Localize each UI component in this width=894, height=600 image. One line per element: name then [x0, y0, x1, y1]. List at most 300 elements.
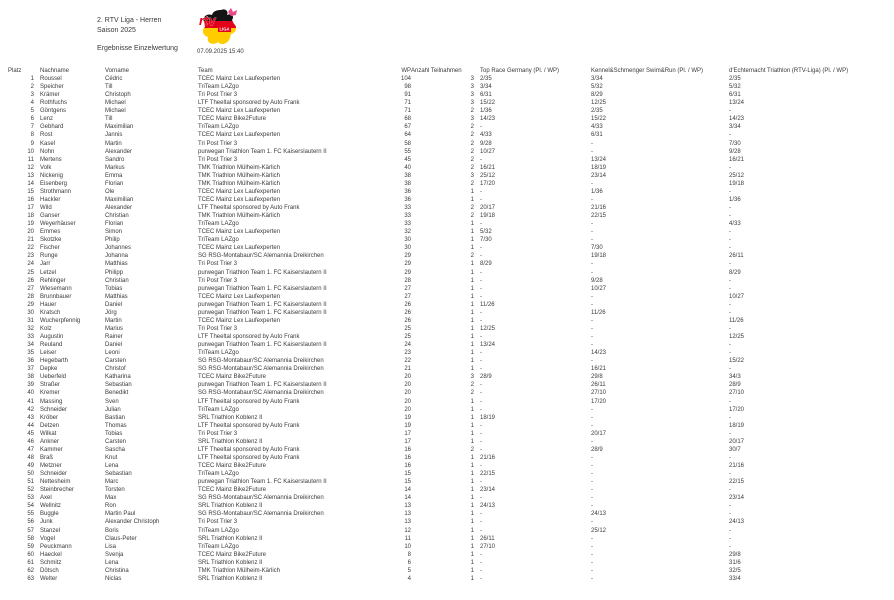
cell-wp: 55 — [404, 148, 411, 155]
table-row — [0, 156, 894, 164]
cell-vorname: Sebastian — [105, 471, 132, 478]
cell-echternach-triathlon: 30/7 — [729, 446, 741, 453]
cell-platz: 63 — [27, 575, 34, 582]
cell-echternach-triathlon: 18/19 — [729, 422, 745, 429]
cell-kennel-schmenger-swim-run: 15/22 — [591, 116, 607, 123]
cell-nachname: Augustin — [40, 334, 64, 340]
cell-kennel-schmenger-swim-run: - — [591, 301, 593, 308]
cell-team: TMK Triathlon Mülheim-Kärlich — [198, 172, 281, 179]
cell-platz: 7 — [30, 124, 34, 131]
cell-team: TriTeam LAZgo — [198, 237, 239, 244]
table-row — [0, 180, 894, 188]
cell-vorname: Michael — [105, 100, 126, 107]
cell-team: TCEC Mainz Lex Laufexperten — [198, 293, 281, 300]
cell-team: TCEC Mainz Lex Laufexperten — [198, 317, 281, 324]
cell-echternach-triathlon: 28/9 — [729, 382, 741, 389]
cell-vorname: Till — [105, 116, 113, 123]
table-row — [0, 99, 894, 107]
cell-team: TriTeam LAZgo — [198, 221, 239, 228]
cell-nachname: Kratsch — [40, 309, 61, 316]
cell-anzahl-teilnahmen: 1 — [470, 575, 474, 582]
cell-vorname: Thomas — [105, 422, 127, 429]
cell-kennel-schmenger-swim-run: - — [591, 503, 593, 510]
cell-wp: 14 — [404, 487, 411, 494]
cell-top-race-germany: - — [480, 309, 482, 316]
cell-echternach-triathlon: - — [729, 229, 731, 236]
table-row — [0, 551, 894, 559]
logo-block — [197, 8, 267, 55]
cell-echternach-triathlon: - — [729, 301, 731, 308]
cell-wp: 13 — [404, 503, 411, 510]
cell-echternach-triathlon: - — [729, 205, 731, 211]
cell-vorname: Christina — [105, 567, 129, 574]
cell-platz: 52 — [27, 487, 34, 494]
cell-kennel-schmenger-swim-run: - — [591, 535, 593, 542]
cell-echternach-triathlon: - — [729, 277, 731, 284]
cell-top-race-germany: 7/30 — [480, 237, 492, 244]
cell-vorname: Florian — [105, 180, 124, 187]
cell-anzahl-teilnahmen: 1 — [470, 196, 474, 203]
cell-vorname: Torsten — [105, 487, 125, 494]
cell-team: purwegan Triathlon Team 1. FC Kaiserslautern II — [198, 382, 327, 389]
cell-platz: 56 — [27, 519, 34, 526]
cell-wp: 19 — [404, 422, 411, 429]
cell-kennel-schmenger-swim-run: 22/15 — [591, 213, 607, 220]
cell-vorname: Martin Paul — [105, 511, 136, 518]
cell-kennel-schmenger-swim-run: 16/21 — [591, 366, 607, 373]
cell-platz: 42 — [27, 406, 34, 413]
cell-echternach-triathlon: 9/28 — [729, 148, 741, 155]
table-row — [0, 123, 894, 131]
cell-team: TriTeam LAZgo — [198, 124, 239, 131]
cell-wp: 104 — [400, 76, 411, 82]
cell-vorname: Johannes — [105, 245, 132, 252]
cell-echternach-triathlon: - — [729, 366, 731, 373]
cell-nachname: Steinbrecher — [40, 487, 75, 494]
cell-team: purwegan Triathlon Team 1. FC Kaiserslautern II — [198, 301, 327, 308]
cell-top-race-germany: 18/19 — [480, 414, 496, 421]
cell-vorname: Lena — [105, 463, 119, 469]
cell-platz: 62 — [27, 567, 34, 574]
cell-kennel-schmenger-swim-run: 7/30 — [591, 245, 603, 252]
cell-wp: 19 — [404, 414, 411, 421]
cell-wp: 13 — [404, 511, 411, 518]
cell-kennel-schmenger-swim-run: - — [591, 487, 593, 494]
cell-platz: 15 — [27, 188, 34, 195]
cell-echternach-triathlon: 4/33 — [729, 221, 741, 228]
cell-top-race-germany: 24/13 — [480, 503, 496, 510]
table-row — [0, 462, 894, 470]
cell-wp: 27 — [404, 293, 411, 300]
cell-nachname: Göntgens — [40, 108, 67, 115]
cell-team: purwegan Triathlon Team 1. FC Kaiserslautern II — [198, 148, 327, 155]
cell-top-race-germany: 22/15 — [480, 471, 496, 478]
cell-wp: 20 — [404, 382, 411, 389]
cell-vorname: Florian — [105, 221, 124, 228]
cell-platz: 49 — [27, 463, 34, 469]
cell-team: Tri Post Trier 3 — [198, 156, 238, 163]
cell-vorname: Jannis — [105, 132, 123, 139]
cell-anzahl-teilnahmen: 1 — [470, 414, 474, 421]
cell-kennel-schmenger-swim-run: 3/34 — [591, 76, 603, 82]
cell-wp: 68 — [404, 116, 411, 123]
cell-vorname: Cédric — [105, 76, 123, 82]
cell-anzahl-teilnahmen: 1 — [470, 511, 474, 518]
cell-nachname: Mertens — [40, 156, 62, 163]
cell-vorname: Daniel — [105, 342, 123, 349]
cell-kennel-schmenger-swim-run: - — [591, 422, 593, 429]
cell-kennel-schmenger-swim-run: 2/35 — [591, 108, 603, 115]
cell-nachname: Vogel — [40, 535, 56, 542]
cell-anzahl-teilnahmen: 3 — [470, 116, 474, 123]
table-row — [0, 454, 894, 462]
cell-echternach-triathlon: - — [729, 188, 731, 195]
cell-nachname: Stanzel — [40, 527, 61, 534]
table-row — [0, 333, 894, 341]
cell-platz: 31 — [27, 317, 34, 324]
cell-vorname: Max — [105, 495, 117, 502]
cell-team: SG RSG-Montabaur/SC Alemannia Dreikirchen — [198, 253, 324, 260]
cell-team: purwegan Triathlon Team 1. FC Kaiserslautern II — [198, 309, 327, 316]
cell-echternach-triathlon: - — [729, 414, 731, 421]
cell-platz: 58 — [27, 535, 34, 542]
table-row — [0, 285, 894, 293]
cell-top-race-germany: - — [480, 398, 482, 405]
cell-team: TCEC Mainz Lex Laufexperten — [198, 76, 281, 82]
cell-platz: 8 — [30, 132, 34, 139]
cell-wp: 26 — [404, 317, 411, 324]
cell-nachname: Welter — [40, 575, 58, 582]
cell-team: TriTeam LAZgo — [198, 543, 239, 550]
cell-anzahl-teilnahmen: 1 — [470, 358, 474, 365]
cell-team: TriTeam LAZgo — [198, 350, 239, 357]
table-row — [0, 260, 894, 268]
cell-team: TCEC Mainz Lex Laufexperten — [198, 188, 281, 195]
cell-nachname: Speicher — [40, 84, 64, 91]
table-row — [0, 535, 894, 543]
cell-platz: 45 — [27, 430, 34, 437]
cell-vorname: Till — [105, 84, 113, 91]
cell-kennel-schmenger-swim-run: 24/13 — [591, 511, 607, 518]
cell-nachname: Wellnitz — [40, 503, 61, 510]
cell-anzahl-teilnahmen: 1 — [470, 366, 474, 373]
cell-top-race-germany: - — [480, 551, 482, 558]
cell-vorname: Alexander Christoph — [105, 519, 160, 526]
cell-vorname: Emma — [105, 172, 123, 179]
cell-kennel-schmenger-swim-run: - — [591, 551, 593, 558]
cell-platz: 24 — [27, 261, 34, 268]
cell-wp: 17 — [404, 430, 411, 437]
cell-platz: 47 — [27, 446, 34, 453]
cell-nachname: Krämer — [40, 92, 60, 99]
cell-wp: 12 — [404, 527, 411, 534]
cell-wp: 91 — [404, 92, 411, 99]
cell-vorname: Lisa — [105, 543, 117, 550]
cell-vorname: Maximilian — [105, 196, 134, 203]
table-row — [0, 164, 894, 172]
cell-wp: 16 — [404, 446, 411, 453]
cell-team: TMK Triathlon Mülheim-Kärlich — [198, 180, 281, 187]
cell-vorname: Niclas — [105, 575, 122, 582]
cell-echternach-triathlon: - — [729, 430, 731, 437]
cell-kennel-schmenger-swim-run: - — [591, 414, 593, 421]
cell-vorname: Tobias — [105, 285, 123, 292]
cell-platz: 13 — [27, 172, 34, 179]
cell-anzahl-teilnahmen: 1 — [470, 237, 474, 244]
cell-echternach-triathlon: - — [729, 325, 731, 332]
column-header-kennel-schmenger-swim-run: Kennel&Schmenger Swim&Run (Pl. / WP) — [591, 68, 704, 74]
table-row — [0, 83, 894, 91]
table-row — [0, 75, 894, 83]
table-row — [0, 188, 894, 196]
cell-anzahl-teilnahmen: 1 — [470, 430, 474, 437]
cell-echternach-triathlon: 16/21 — [729, 156, 745, 163]
cell-anzahl-teilnahmen: 1 — [470, 301, 474, 308]
cell-vorname: Philip — [105, 237, 120, 244]
cell-kennel-schmenger-swim-run: 21/16 — [591, 205, 607, 211]
cell-top-race-germany: 17/20 — [480, 180, 496, 187]
cell-kennel-schmenger-swim-run: 6/31 — [591, 132, 603, 139]
cell-team: Tri Post Trier 3 — [198, 519, 238, 526]
cell-echternach-triathlon: 13/24 — [729, 100, 745, 107]
cell-platz: 21 — [27, 237, 34, 244]
cell-echternach-triathlon: 34/3 — [729, 374, 741, 381]
cell-anzahl-teilnahmen: 2 — [470, 205, 474, 211]
cell-platz: 38 — [27, 374, 34, 381]
cell-echternach-triathlon: - — [729, 487, 731, 494]
cell-team: LTF Theeltal sponsored by Auto Frank — [198, 446, 300, 453]
cell-top-race-germany: 11/26 — [480, 301, 495, 308]
logo-liga-text: LIGA — [219, 26, 230, 32]
table-row — [0, 204, 894, 212]
cell-team: LTF Theeltal sponsored by Auto Frank — [198, 334, 300, 340]
table-row — [0, 269, 894, 277]
cell-anzahl-teilnahmen: 1 — [470, 463, 474, 469]
cell-kennel-schmenger-swim-run: - — [591, 543, 593, 550]
cell-top-race-germany: - — [480, 430, 482, 437]
table-row — [0, 478, 894, 486]
cell-top-race-germany: - — [480, 156, 482, 163]
cell-wp: 16 — [404, 463, 411, 469]
cell-anzahl-teilnahmen: 2 — [470, 390, 474, 397]
cell-kennel-schmenger-swim-run: - — [591, 293, 593, 300]
cell-platz: 16 — [27, 196, 34, 203]
cell-echternach-triathlon: 31/6 — [729, 559, 741, 566]
cell-anzahl-teilnahmen: 1 — [470, 471, 474, 478]
table-row — [0, 430, 894, 438]
cell-platz: 10 — [27, 148, 34, 155]
cell-anzahl-teilnahmen: 1 — [470, 535, 474, 542]
cell-vorname: Maximilian — [105, 124, 134, 131]
cell-anzahl-teilnahmen: 1 — [470, 519, 474, 526]
cell-top-race-germany: - — [480, 188, 482, 195]
cell-wp: 58 — [404, 140, 411, 147]
cell-top-race-germany: 3/34 — [480, 84, 492, 91]
cell-team: TriTeam LAZgo — [198, 84, 239, 91]
cell-team: TCEC Mainz Bike2Future — [198, 116, 267, 123]
cell-kennel-schmenger-swim-run: - — [591, 140, 593, 147]
cell-vorname: Bastian — [105, 414, 126, 421]
cell-team: Tri Post Trier 3 — [198, 92, 238, 99]
table-row — [0, 212, 894, 220]
cell-platz: 50 — [27, 471, 34, 478]
table-row — [0, 131, 894, 139]
cell-nachname: Braß — [40, 454, 54, 461]
cell-platz: 19 — [27, 221, 34, 228]
cell-vorname: Martin — [105, 317, 122, 324]
cell-nachname: Reuland — [40, 342, 63, 349]
cell-kennel-schmenger-swim-run: 11/26 — [591, 309, 606, 316]
cell-anzahl-teilnahmen: 3 — [470, 172, 474, 179]
cell-platz: 27 — [27, 285, 34, 292]
cell-wp: 5 — [407, 567, 411, 574]
table-row — [0, 543, 894, 551]
cell-nachname: Ankner — [40, 438, 60, 445]
cell-echternach-triathlon: - — [729, 245, 731, 252]
cell-wp: 25 — [404, 325, 411, 332]
cell-wp: 26 — [404, 309, 411, 316]
cell-wp: 36 — [404, 196, 411, 203]
cell-anzahl-teilnahmen: 1 — [470, 325, 474, 332]
cell-wp: 98 — [404, 84, 411, 91]
cell-vorname: Alexander — [105, 148, 133, 155]
cell-top-race-germany: - — [480, 334, 482, 340]
cell-platz: 2 — [30, 84, 34, 91]
cell-nachname: Weyerhäuser — [40, 221, 76, 228]
cell-vorname: Martin — [105, 140, 122, 147]
cell-platz: 40 — [27, 390, 34, 397]
cell-vorname: Rainer — [105, 334, 123, 340]
cell-team: SRL Triathlon Koblenz II — [198, 438, 263, 445]
cell-team: SRL Triathlon Koblenz II — [198, 559, 263, 566]
cell-wp: 6 — [407, 559, 411, 566]
cell-kennel-schmenger-swim-run: 27/10 — [591, 390, 607, 397]
cell-wp: 23 — [404, 350, 411, 357]
cell-team: TCEC Mainz Lex Laufexperten — [198, 108, 281, 115]
cell-kennel-schmenger-swim-run: - — [591, 454, 593, 461]
table-row — [0, 414, 894, 422]
cell-vorname: Leoni — [105, 350, 120, 357]
cell-anzahl-teilnahmen: 2 — [470, 140, 474, 147]
cell-anzahl-teilnahmen: 1 — [470, 334, 474, 340]
cell-vorname: Alexander — [105, 205, 133, 211]
cell-vorname: Simon — [105, 229, 123, 236]
cell-vorname: Benedikt — [105, 390, 129, 397]
cell-nachname: Kolz — [40, 325, 52, 332]
cell-nachname: Leiser — [40, 350, 57, 357]
column-header-vorname: Vorname — [105, 68, 130, 74]
cell-top-race-germany: - — [480, 575, 482, 582]
cell-kennel-schmenger-swim-run: - — [591, 148, 593, 155]
table-row — [0, 252, 894, 260]
cell-team: TCEC Mainz Lex Laufexperten — [198, 229, 281, 236]
cell-team: TMK Triathlon Mülheim-Kärlich — [198, 213, 281, 220]
cell-wp: 40 — [404, 164, 411, 171]
cell-team: TCEC Mainz Lex Laufexperten — [198, 196, 281, 203]
cell-echternach-triathlon: - — [729, 285, 731, 292]
cell-platz: 48 — [27, 454, 34, 461]
cell-anzahl-teilnahmen: 2 — [470, 164, 474, 171]
cell-nachname: Runge — [40, 253, 58, 260]
cell-anzahl-teilnahmen: 1 — [470, 221, 474, 228]
cell-kennel-schmenger-swim-run: 29/8 — [591, 374, 603, 381]
cell-nachname: Wiesemann — [40, 285, 72, 292]
cell-anzahl-teilnahmen: 1 — [470, 350, 474, 357]
cell-kennel-schmenger-swim-run: - — [591, 358, 593, 365]
cell-nachname: Wucherpfennig — [40, 317, 81, 324]
cell-team: TCEC Mainz Bike2Future — [198, 374, 267, 381]
cell-nachname: Nohn — [40, 148, 55, 155]
cell-platz: 22 — [27, 245, 34, 252]
cell-wp: 29 — [404, 261, 411, 268]
cell-kennel-schmenger-swim-run: - — [591, 317, 593, 324]
cell-kennel-schmenger-swim-run: - — [591, 342, 593, 349]
cell-vorname: Julian — [105, 406, 121, 413]
cell-wp: 15 — [404, 479, 411, 486]
cell-echternach-triathlon: 2/35 — [729, 76, 741, 82]
cell-platz: 14 — [27, 180, 34, 187]
cell-nachname: Roussel — [40, 76, 62, 82]
cell-top-race-germany: - — [480, 221, 482, 228]
doc-subtitle: Ergebnisse Einzelwertung — [97, 45, 178, 52]
cell-platz: 59 — [27, 543, 34, 550]
column-header-echternach-triathlon: d'Echternacht Triathlon (RTV-Liga) (Pl. / WP) — [729, 68, 849, 74]
cell-team: LTF Theeltal sponsored by Auto Frank — [198, 398, 300, 405]
table-row — [0, 309, 894, 317]
cell-platz: 44 — [27, 422, 34, 429]
cell-platz: 54 — [27, 503, 34, 510]
cell-nachname: Hegebarth — [40, 358, 69, 365]
cell-platz: 12 — [27, 164, 34, 171]
cell-team: LTF Theeltal sponsored by Auto Frank — [198, 100, 300, 107]
cell-nachname: Straßer — [40, 382, 61, 389]
rtv-liga-logo-icon — [197, 8, 243, 48]
cell-nachname: Gebhard — [40, 124, 64, 131]
cell-wp: 14 — [404, 495, 411, 502]
table-row — [0, 470, 894, 478]
table-row — [0, 196, 894, 204]
cell-echternach-triathlon: - — [729, 511, 731, 518]
cell-wp: 32 — [404, 229, 411, 236]
cell-vorname: Matthias — [105, 261, 128, 268]
cell-kennel-schmenger-swim-run: 20/17 — [591, 430, 607, 437]
cell-platz: 9 — [30, 140, 34, 147]
cell-wp: 26 — [404, 301, 411, 308]
cell-top-race-germany: - — [480, 479, 482, 486]
cell-anzahl-teilnahmen: 1 — [470, 527, 474, 534]
cell-team: purwegan Triathlon Team 1. FC Kaiserslautern II — [198, 285, 327, 292]
table-row — [0, 381, 894, 389]
table-row — [0, 91, 894, 99]
cell-kennel-schmenger-swim-run: - — [591, 438, 593, 445]
cell-team: TriTeam LAZgo — [198, 406, 239, 413]
table-row — [0, 486, 894, 494]
cell-echternach-triathlon: - — [729, 342, 731, 349]
cell-echternach-triathlon: 14/23 — [729, 116, 745, 123]
cell-echternach-triathlon: 3/34 — [729, 124, 741, 131]
table-header-row — [0, 67, 894, 75]
cell-vorname: Johanna — [105, 253, 129, 260]
cell-kennel-schmenger-swim-run: 17/20 — [591, 398, 607, 405]
cell-team: TCEC Mainz Bike2Future — [198, 463, 267, 469]
cell-platz: 25 — [27, 269, 34, 276]
cell-platz: 46 — [27, 438, 34, 445]
cell-anzahl-teilnahmen: 2 — [470, 446, 474, 453]
column-header-top-race-germany: Top Race Germany (Pl. / WP) — [480, 68, 560, 74]
cell-kennel-schmenger-swim-run: - — [591, 261, 593, 268]
cell-anzahl-teilnahmen: 2 — [470, 180, 474, 187]
cell-anzahl-teilnahmen: 3 — [470, 76, 474, 82]
